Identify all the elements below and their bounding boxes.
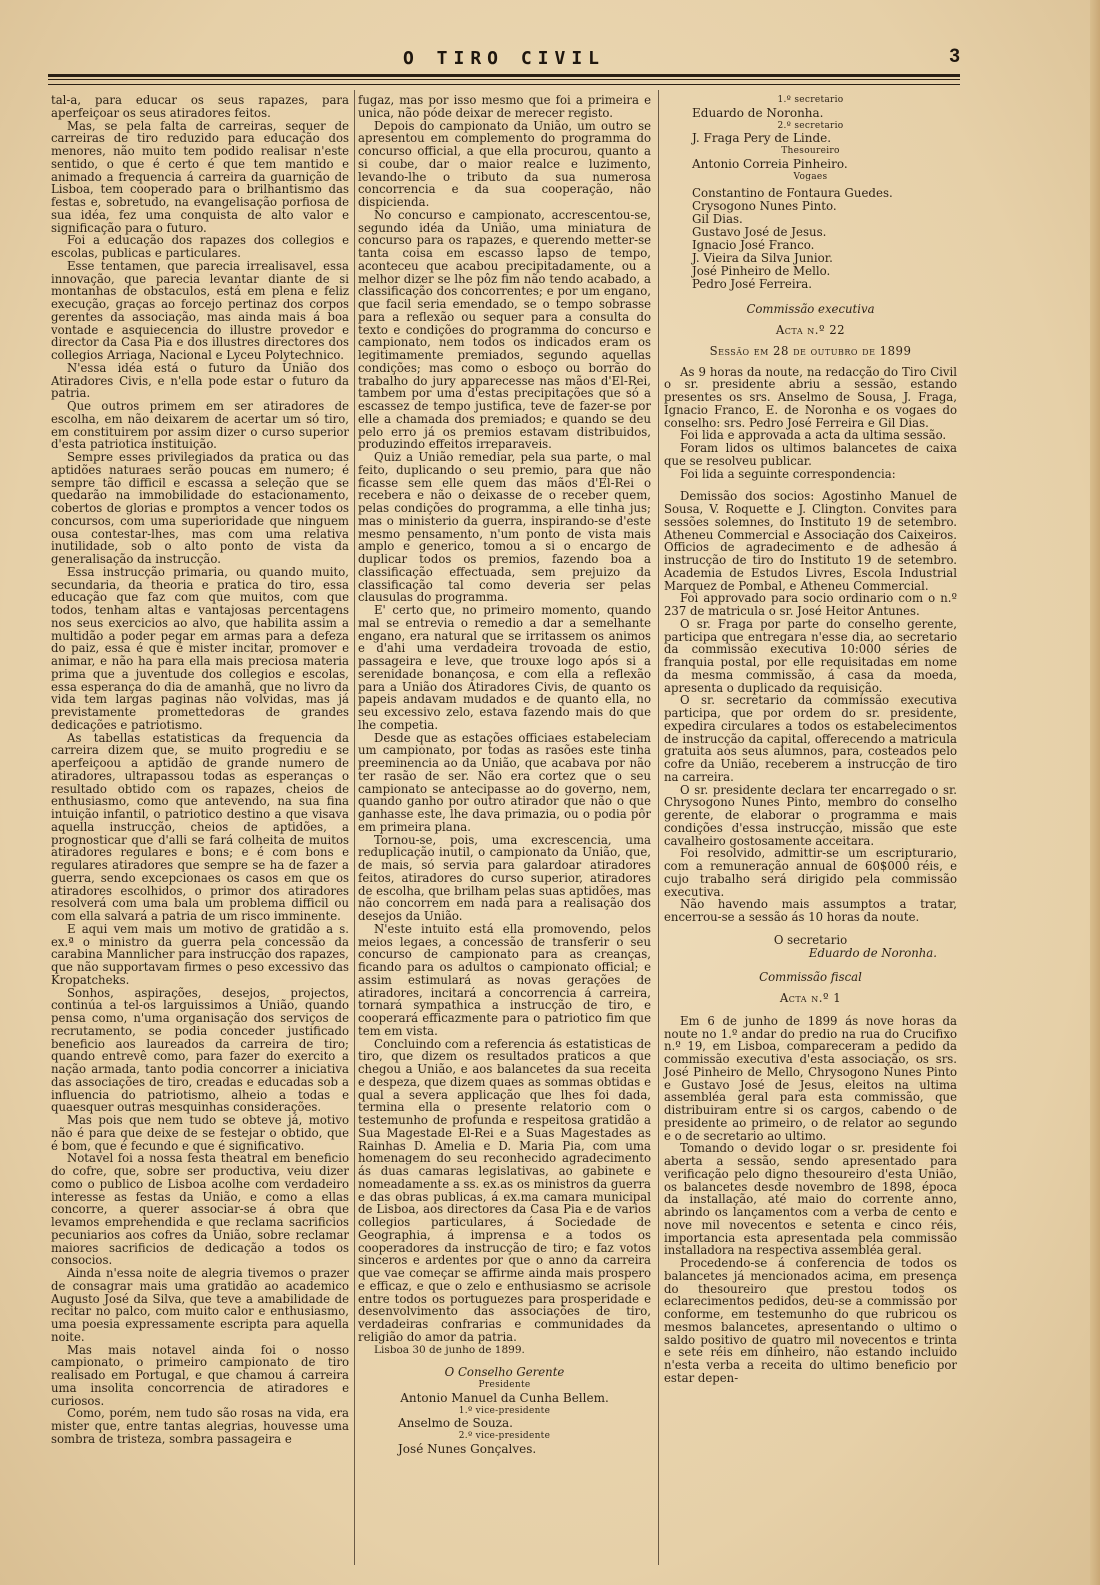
paragraph: Desde que as estações officiaes estabeleciam um campionato, por todas as rasões este tinha preeminencia ao da União, que acabava por não ter rasão de ser. Não era cortez que o seu campionato se antecipasse ao do governo, nem, quando ganho por outro atirador que não o que ganhasse este, lhe dava primazia, ou o podia pôr em primeira plana. [358, 730, 651, 834]
vice-president-1-label: 1.º vice-presidente [458, 1405, 551, 1416]
fiscal-acta-number: Acta n.º 1 [779, 991, 842, 1005]
dateline: Lisboa 30 de junho de 1899. [374, 1343, 525, 1356]
vogaes-list [664, 187, 957, 291]
treasurer-label: Thesoureiro [781, 146, 840, 156]
paragraph: Que outros primem em ser atiradores de escolha, em não deixarem de acertar um só tiro, em constituirem por assim dizer o curso superior d'esta patriotica instituição. [51, 399, 349, 452]
paragraph: O sr. Fraga por parte do conselho gerente, participa que entregara n'esse dia, ao secretario da commissão executiva 10:000 séries de franquia postal, por elle requisitadas em nome da mesma commissão, á casa da moeda, apresenta o duplicado da requisição. [664, 616, 957, 695]
column-divider [354, 90, 355, 1565]
paragraph: N'este intuito está ella promovendo, pelos meios legaes, a concessão de transferir o seu concurso de campionato para as creanças, ficando para os adultos o campionato official; e assim estimulará as novas gerações de atiradores, incitará a concorrencia á carreira, tornará sympathica a instrucção de tiro, e cooperará efficazmente para o patriotico fim que tem em vista. [358, 921, 651, 1038]
paragraph: Não havendo mais assumptos a tratar, encerrou-se a sessão ás 10 horas da noute. [664, 897, 957, 924]
column-3 [664, 94, 957, 1385]
paragraph: No concurso e campionato, accrescentou-se, segundo idéa da União, uma miniatura de concurso para os rapazes, e querendo metter-se tanta coisa em escasso lapso de tempo, aconteceu que acabou precipitadamente, ou a melhor dizer se lhe pôz fim não tendo acabado, a classificação dos concorrentes; e por um engano, que facil seria emendado, se o tempo sobrasse para a reflexão ou sequer para a consulta do texto e condições do programma do concurso e campionato, nem todos os indicados eram os legitimamente premiados, segundo aquellas condições; mas como o esboço ou borrão do trabalho do jury apparecesse nas mãos d'El-Rei, tambem por uma d'estas precipitações que só a escassez de tempo justifica, teve de fazer-se por elle a chamada dos premiados; e quando se deu pelo erro já os premios estavam distribuidos, produzindo effeitos irreparaveis. [358, 207, 651, 452]
column-2 [358, 94, 651, 1456]
paragraph: Foi resolvido, admittir-se um escripturario, com a remuneração annual de 60$000 réis, e cujo trabalho será dirigido pela commissão executiva. [664, 846, 957, 899]
list-item: José Pinheiro de Mello. [692, 264, 831, 279]
president-name: Antonio Manuel da Cunha Bellem. [400, 1390, 609, 1405]
paragraph: Sempre esses privilegiados da pratica ou das aptidões naturaes serão poucas em numero; é sempre tão difficil e escassa a seleção que se quedarão na immobilidade do estacionamento, cobertos de glorias e promptos a vencer todos os concursos, com uma superioridade que ninguem ousa contestar-lhes, mas com uma relativa inutilidade, sob o alto ponto de vista da generalisação da instrucção. [51, 450, 349, 566]
paragraph: O sr. presidente declara ter encarregado o sr. Chrysogono Nunes Pinto, membro do conselho gerente, de elaborar o programma e mais condições d'essa instrucção, missão que este cavalheiro gostosamente acceitara. [664, 782, 957, 848]
vice-president-2-name: José Nunes Gonçalves. [398, 1441, 537, 1456]
paragraph: Quiz a União remediar, pela sua parte, o mal feito, duplicando o seu premio, para que não ficasse sem elle quem das mãos d'El-Rei o recebera e não o deixasse de o receber quem, pelas condições do programma, a elle tinha jus; mas o ministerio da guerra, inspirando-se d'este mesmo pensamento, n'um ponto de vista mais amplo e generico, tomou a si o encargo de duplicar todos os premios, fazendo boa a classificação effectuada, sem prejuizo da classificação tal como deveria ser pelas clausulas do programma. [358, 450, 651, 605]
list-item: Constantino de Fontaura Guedes. [692, 186, 893, 201]
paragraph: As 9 horas da noute, na redacção do Tiro Civil o sr. presidente abriu a sessão, estando presentes os srs. Anselmo de Sousa, J. Fraga, Ignacio Franco, E. de Noronha e os vogaes do conselho: srs. Pedro José Ferreira e Gil Dias. [664, 364, 957, 430]
paragraph: As tabellas estatisticas da frequencia da carreira dizem que, se muito progrediu e se aperfeiçoou a aptidão de grande numero de atiradores, ultrapassou todas as esperanças o resultado obtido com os rapazes, cheios de enthusiasmo, como que antevendo, na sua fina intuição infantil, o patriotico destino a que visava aquella instrucção, cheios de aptidões, a prognosticar que d'alli se fará colheita de muitos atiradores regulares e bons; e é com bons e regulares atiradores que sempre se ha de fazer a guerra, sendo excepcionaes os casos em que os atiradores escolhidos, o primor dos atiradores resolverá com uma bala um problema difficil ou com ella salvará a patria de um risco imminente. [51, 730, 349, 923]
vice-president-1-name: Anselmo de Souza. [398, 1416, 513, 1431]
header-rule-thin [48, 79, 960, 80]
council-heading: O Conselho Gerente [444, 1365, 565, 1380]
exec-acta-number: Acta n.º 22 [775, 323, 846, 337]
secretary-2-label: 2.º secretario [777, 120, 844, 131]
paragraph: Foi lida e approvada a acta da ultima sessão. [680, 428, 947, 443]
secretary-2-name: J. Fraga Pery de Linde. [692, 131, 832, 146]
secretary-1-name: Eduardo de Noronha. [692, 105, 824, 120]
paragraph: Sonhos, aspirações, desejos, projectos, continúa a tel-os larguissimos a União, quando pensa como, n'uma organisação dos serviços de recrutamento, se podia conceder justificado beneficio aos laureados da carreira de tiro; quando entrevê como, para fazer do exercito a nação armada, tanto podia concorrer a iniciativa das associações de tiro, creadas e educadas sob a influencia do patriotismo, alheio a todas e quaesquer outras mesquinhas considerações. [51, 985, 349, 1115]
paragraph: Ainda n'essa noite de alegria tivemos o prazer de consagrar mais uma gratidão ao academico Augusto José da Silva, que teve a amabilidade de recitar no palco, com muito calor e enthusiasmo, uma poesia expressamente escripta para aquella noite. [51, 1266, 349, 1344]
paragraph: fugaz, mas por isso mesmo que foi a primeira e unica, não póde deixar de merecer registo. [358, 93, 651, 120]
exec-commission-heading: Commissão executiva [746, 302, 875, 317]
header-rule-thick [48, 74, 960, 77]
column-1 [51, 94, 349, 1446]
paragraph: E' certo que, no primeiro momento, quando mal se entrevia o remedio a dar a semelhante engano, era natural que se irritassem os animos e d'ahi uma verdadeira trovoada de estio, passageira e leve, que trouxe logo após si a serenidade bonançosa, e com ella a reflexão para a União dos Atiradores Civis, de quanto os papeis andavam mudados e de quanto ella, no seu excessivo zelo, estava fazendo mais do que lhe competia. [358, 603, 651, 732]
list-item: Gustavo José de Jesus. [692, 225, 827, 240]
paragraph: Foi approvado para socio ordinario com o n.º 237 de matricula o sr. José Heitor Antunes. [664, 591, 957, 618]
paragraph: Depois do campionato da União, um outro se apresentou em complemento do programma do concurso official, a que ella procurou, quanto a si coube, dar o maior realce e luzimento, levando-lhe o tributo da sua numerosa concorrencia e da sua cooperação, não dispicienda. [358, 118, 651, 209]
fiscal-commission-heading: Commissão fiscal [759, 970, 862, 985]
paragraph: N'essa idéa está o futuro da União dos Atiradores Civis, e n'ella pode estar o futuro da patria. [51, 360, 349, 401]
masthead-title: O TIRO CIVIL [402, 48, 606, 69]
paragraph: Esse tentamen, que parecia irrealisavel, essa innovação, que parecia levantar diante de si montanhas de obstaculos, está em plena e feliz execução, graças ao forcejo pertinaz dos corpos gerentes da associação, mas ainda mais á boa vontade e asquiecencia do illustre provedor e director da Casa Pia e dos illustres directores dos collegios Arriaga, Nacional e Lyceu Polytechnico. [51, 258, 349, 362]
list-item: J. Vieira da Silva Junior. [692, 251, 833, 266]
exec-signature-label: O secretario [773, 932, 848, 947]
paragraph: Mas, se pela falta de carreiras, sequer de carreiras de tiro reduzido para educação dos menores, não muito tem podido realisar n'este sentido, o que é certo é que tem mantido e animado a frequencia á carreira da guarnição de Lisboa, tem cooperado para o brilhantismo das festas e, sobretudo, na evangelisação porfiosa de sua idéa, fez uma conquista de alto valor e significação para o futuro. [51, 118, 349, 235]
paragraph: Mas mais notavel ainda foi o nosso campionato, o primeiro campionato de tiro realisado em Portugal, e que chamou á carreira uma insolita concorrencia de atiradores e curiosos. [51, 1342, 349, 1408]
list-item: Ignacio José Franco. [692, 238, 815, 253]
list-item: Gil Dias. [692, 212, 743, 227]
paragraph: Foi lida a seguinte correspondencia: [680, 466, 896, 481]
paragraph: Demissão dos socios: Agostinho Manuel de Sousa, V. Roquette e J. Clington. Convites para sessões solemnes, do Instituto 19 de setembro. Atheneu Commercial e Associação dos Caixeiros. Officios de agradecimento e de adhesão á instrucção de tiro do Instituto 19 de setembro. Academia de Estudos Livres, Escola Industrial Marquez de Pombal, e Atheneu Commercial. [664, 489, 957, 593]
list-item: Crysogono Nunes Pinto. [692, 199, 837, 214]
vogaes-label: Vogaes [793, 171, 828, 182]
header-rule-thin-2 [48, 84, 960, 85]
page-number: 3 [949, 46, 960, 67]
list-item: Pedro José Ferreira. [692, 277, 813, 292]
paragraph: O sr. secretario da commissão executiva participa, que por ordem do sr. presidente, expedira circulares a todos os estabelecimentos de instrucção da capital, offerecendo a matricula gratuita aos seus alumnos, para, costeados pelo cofre da União, receberem a instrucção de tiro na carreira. [664, 693, 957, 784]
paragraph: Procedendo-se á conferencia de todos os balancetes já mencionados acima, em presença do thesoureiro que prestou todos os eclarecimentos pedidos, deu-se a commissão por conforme, em testemunho do que rubricou os mesmos balancetes, apresentando o ultimo o saldo positivo de quatro mil novecentos e trinta e sete réis em dinheiro, não estando incluido n'esta verba a receita do ultimo beneficio por estar depen- [664, 1256, 957, 1385]
paragraph: tal-a, para educar os seus rapazes, para aperfeiçoar os seus atiradores feitos. [51, 93, 349, 120]
paragraph: E aqui vem mais um motivo de gratidão a s. ex.ª o ministro da guerra pela concessão da carabina Mannlicher para instrucção dos rapazes, que não supportavam firmes o peso excessivo das Kropatcheks. [51, 921, 349, 987]
paragraph: Tomando o devido logar o sr. presidente foi aberta a sessão, sendo apresentado para verificação pelo digno thesoureiro d'esta União, os balancetes desde novembro de 1898, época da installação, até maio do corrente anno, abrindo os lançamentos com a verba de cento e nove mil novecentos e setenta e cinco réis, importancia esta apresentada pela commissão installadora na respectiva assembléa geral. [664, 1141, 957, 1258]
paragraph: Mas pois que nem tudo se obteve já, motivo não é para que deixe de se festejar o obtido, que é bom, que é fecundo e que é significativo. [51, 1113, 349, 1153]
paragraph: Notavel foi a nossa festa theatral em beneficio do cofre, que, sobre ser productiva, veiu dizer como o publico de Lisboa acolhe com verdadeiro interesse as festas da União, e como a ellas concorre, a querer associar-se á obra que levamos emprehendida e que reclama sacrificios pecuniarios aos cofres da União, sobre reclamar maiores sacrificios de dedicação a todos os consocios. [51, 1151, 349, 1268]
paragraph: Foi a educação dos rapazes dos collegios e escolas, publicas e particulares. [51, 233, 349, 260]
treasurer-name: Antonio Correia Pinheiro. [692, 156, 848, 171]
exec-signature-name: Eduardo de Noronha. [808, 945, 937, 960]
president-label: Presidente [478, 1380, 531, 1390]
paragraph: Foram lidos os ultimos balancetes de caixa que se resolveu publicar. [664, 441, 957, 468]
page-edge-shadow [1090, 0, 1100, 1585]
exec-session-date: Sessão em 28 de outubro de 1899 [709, 343, 912, 358]
column-divider [658, 90, 659, 1565]
paragraph: Essa instrucção primaria, ou quando muito, secundaria, da theoria e pratica do tiro, essa educação que faz com que muitos, com que todos, tenham altas e vantajosas percentagens nos seus exercicios ao alvo, que habilita assim a multidão a poder pegar em armas para a defeza do paiz, essa é que é mister incitar, promover e animar, e não ha para ella mais preciosa materia prima que a juventude dos collegios e escolas, essa esperança do dia de amanhã, que no livro da vida tem largas paginas não volvidas, mas já previstamente promettedoras de grandes dedicações e patriotismo. [51, 564, 349, 732]
paragraph: Concluindo com a referencia ás estatisticas de tiro, que dizem os resultados praticos a que chegou a União, e aos balancetes da sua receita e despeza, que dizem quaes as sommas obtidas e qual a severa applicação que lhes foi dada, termina ella o presente relatorio com o testemunho de profunda e respeitosa gratidão a Sua Magestade El-Rei e a Suas Magestades as Rainhas D. Amelia e D. Maria Pia, com uma homenagem do seu reconhecido agradecimento ás duas camaras legislativas, ao gabinete e nomeadamente a ss. ex.as os ministros da guerra e das obras publicas, á ex.ma camara municipal de Lisboa, aos directores da Casa Pia e de varios collegios particulares, á Sociedade de Geographia, á imprensa e a todos os cooperadores da instrucção de tiro; e faz votos sinceros e ardentes por que o anno da carreira que vae começar se affirme ainda mais prospero e efficaz, e que o zelo e enthusiasmo se acrisole entre todos os portuguezes para prosperidade e desenvolvimento das associações de tiro, verdadeiras confrarias e communidades da religião do amor da patria. [358, 1036, 651, 1344]
paragraph: Como, porém, nem tudo são rosas na vida, era mister que, entre tantas alegrias, houvesse uma sombra de tristeza, sombra passageira e [51, 1406, 349, 1446]
vice-president-2-label: 2.º vice-presidente [458, 1431, 551, 1441]
paragraph: Em 6 de junho de 1899 ás nove horas da noute no 1.º andar do predio na rua do Crucifixo n.º 19, em Lisboa, compareceram a pedido da commissão executiva d'esta associação, os srs. José Pinheiro de Mello, Chrysogono Nunes Pinto e Gustavo José de Jesus, eleitos na ultima assembléa geral para esta commissão, que distribuiram entre si os cargos, cabendo o de presidente ao primeiro, o de relator ao segundo e o de secretario ao ultimo. [664, 1013, 957, 1143]
paragraph: Tornou-se, pois, uma excrescencia, uma reduplicação inutil, o campionato da União, que, de mais, só servia para galardoar atiradores feitos, atiradores do curso superior, atiradores de escolha, que brilham pelas suas aptidões, mas não concorrem em nada para a realisação dos desejos da União. [358, 832, 651, 923]
secretary-1-label: 1.º secretario [777, 95, 844, 105]
